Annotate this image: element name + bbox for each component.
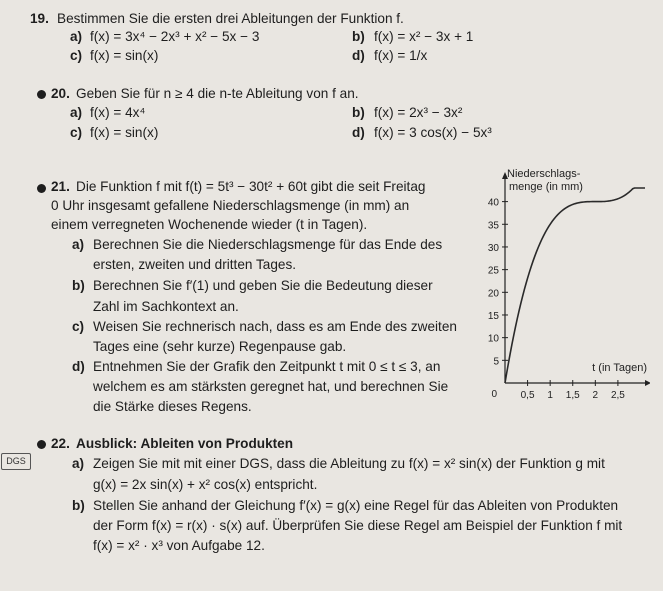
task22-b-line-2: der Form f(x) = r(x) · s(x) auf. Überprüfen Sie diese Regel am Beispiel der Funktion f mit <box>93 518 623 533</box>
task21-line-1: Die Funktion f mit f(t) = 5t³ − 30t² + 60t gibt die seit Freitag <box>76 179 426 194</box>
task20-a-expr: f(x) = 4x⁴ <box>90 105 146 120</box>
task20-bullet <box>37 90 46 99</box>
task21-c-label: c) <box>72 319 85 334</box>
task19-b-label: b) <box>352 29 365 44</box>
task21-d-line-2: welchem es am stärksten geregnet hat, und berechnen Sie <box>93 379 449 394</box>
task21-c-line-2: Tages eine (sehr kurze) Regenpause gab. <box>93 339 347 354</box>
task19-title: Bestimmen Sie die ersten drei Ableitungen der Funktion f. <box>57 11 404 26</box>
task20-b-expr: f(x) = 2x³ − 3x² <box>374 105 463 120</box>
dgs-badge: DGS <box>1 453 31 470</box>
y-tick-label: 35 <box>487 220 499 232</box>
task21-b-line-1: Berechnen Sie f′(1) und geben Sie die Bedeutung dieser <box>93 278 433 293</box>
task20-title: Geben Sie für n ≥ 4 die n-te Ableitung von f an. <box>76 86 359 101</box>
task20-a-label: a) <box>70 105 83 120</box>
task21-bullet <box>37 184 46 193</box>
task22-a-label: a) <box>72 456 85 471</box>
task21-line-2: 0 Uhr insgesamt gefallene Niederschlagsmenge (in mm) an <box>51 198 410 213</box>
task21-d-line-3: die Stärke dieses Regens. <box>93 399 252 414</box>
task19-a-label: a) <box>70 29 83 44</box>
task22-title: Ausblick: Ableiten von Produkten <box>76 436 294 451</box>
y-tick-label: 25 <box>487 265 499 277</box>
y-axis-label-line-1: Niederschlags- <box>507 168 581 180</box>
task19-c-expr: f(x) = sin(x) <box>90 48 159 63</box>
task22-b-line-1: Stellen Sie anhand der Gleichung f′(x) = g(x) eine Regel für das Ableiten von Produkten <box>93 498 619 513</box>
task19-b-expr: f(x) = x² − 3x + 1 <box>374 29 474 44</box>
x-tick-label: 2 <box>592 390 599 401</box>
task21-b-line-2: Zahl im Sachkontext an. <box>93 299 239 314</box>
task21-a-line-2: ersten, zweiten und dritten Tages. <box>93 257 297 272</box>
task22-a-line-2: g(x) = 2x sin(x) + x² cos(x) entspricht. <box>93 477 318 492</box>
x-axis-arrow <box>645 380 650 386</box>
task20-c-expr: f(x) = sin(x) <box>90 125 159 140</box>
task21-c-line-1: Weisen Sie rechnerisch nach, dass es am Ende des zweiten <box>93 319 457 334</box>
task20-b-label: b) <box>352 105 365 120</box>
task19-c-label: c) <box>70 48 83 63</box>
origin-label: 0 <box>491 389 497 400</box>
task19-d-label: d) <box>352 48 365 63</box>
x-tick-label: 1 <box>547 390 553 401</box>
task20-number: 20. <box>51 86 70 101</box>
task19-a-expr: f(x) = 3x⁴ − 2x³ + x² − 5x − 3 <box>90 29 260 44</box>
y-tick-label: 10 <box>487 333 499 345</box>
task20-c-label: c) <box>70 125 83 140</box>
task21-d-line-1: Entnehmen Sie der Grafik den Zeitpunkt t mit 0 ≤ t ≤ 3, an <box>93 359 441 374</box>
precipitation-chart <box>475 168 650 408</box>
task20-d-expr: f(x) = 3 cos(x) − 5x³ <box>374 125 492 140</box>
task22-bullet <box>37 440 46 449</box>
task22-b-label: b) <box>72 498 85 513</box>
precipitation-curve <box>505 188 645 383</box>
task21-a-line-1: Berechnen Sie die Niederschlagsmenge für das Ende des <box>93 237 443 252</box>
task21-a-label: a) <box>72 237 85 252</box>
y-tick-label: 15 <box>487 310 499 322</box>
task21-b-label: b) <box>72 278 85 293</box>
task19-d-expr: f(x) = 1/x <box>374 48 428 63</box>
x-axis-label: t (in Tagen) <box>592 362 647 374</box>
task21-d-label: d) <box>72 359 85 374</box>
y-tick-label: 30 <box>487 242 499 254</box>
task22-a-line-1: Zeigen Sie mit mit einer DGS, dass die Ableitung zu f(x) = x² sin(x) der Funktion g mit <box>93 456 605 471</box>
x-tick-label: 2,5 <box>610 390 625 401</box>
task21-number: 21. <box>51 179 70 194</box>
x-tick-label: 1,5 <box>565 390 580 401</box>
y-axis-label-line-2: menge (in mm) <box>509 181 583 193</box>
task22-b-line-3: f(x) = x² · x³ von Aufgabe 12. <box>93 538 265 553</box>
task22-number: 22. <box>51 436 70 451</box>
task20-d-label: d) <box>352 125 365 140</box>
y-tick-label: 20 <box>487 288 499 300</box>
task21-line-3: einem verregneten Wochenende wieder (t in Tagen). <box>51 217 368 232</box>
x-tick-label: 0,5 <box>520 390 535 401</box>
y-tick-label: 5 <box>493 356 499 368</box>
y-tick-label: 40 <box>487 197 499 209</box>
task19-number: 19. <box>30 11 49 26</box>
